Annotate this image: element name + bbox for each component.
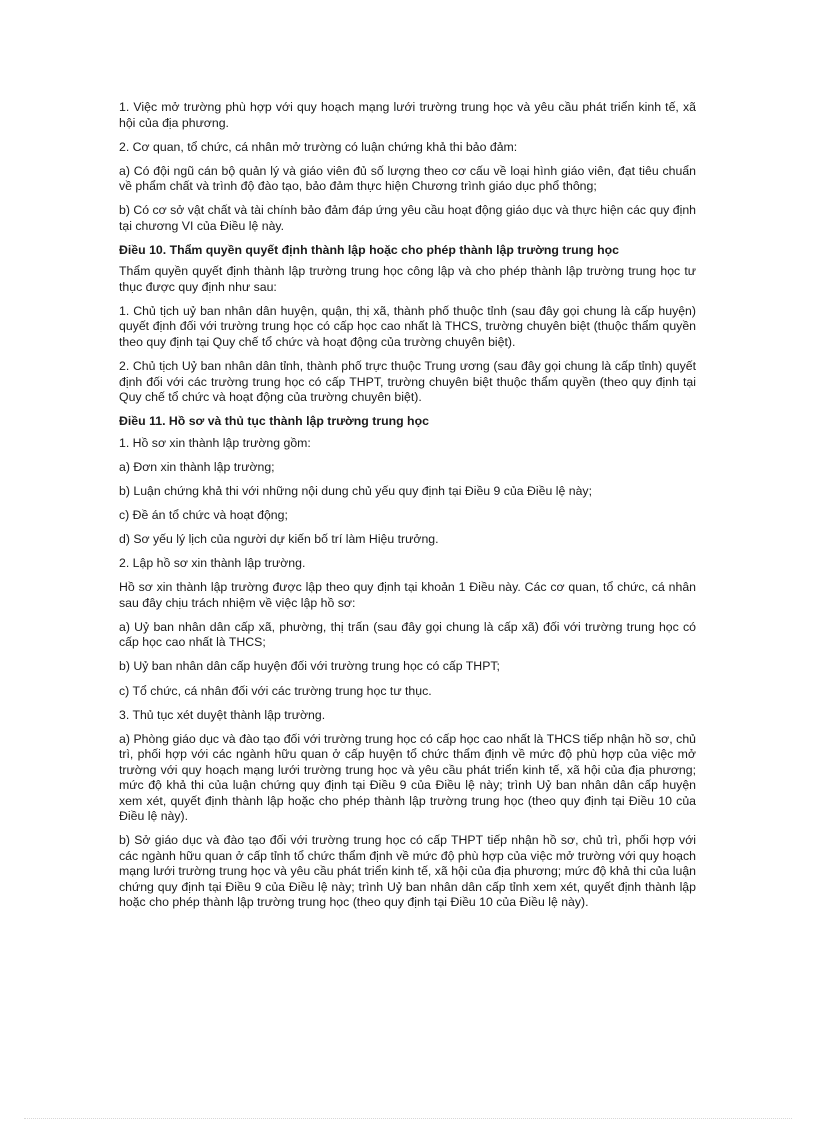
paragraph: c) Đề án tổ chức và hoạt động; (119, 507, 288, 522)
document-body (119, 100, 696, 919)
paragraph: d) Sơ yếu lý lịch của người dự kiến bố trí làm Hiệu trưởng. (119, 532, 439, 547)
page-bottom-divider (24, 1118, 792, 1119)
paragraph: b) Luận chứng khả thi với những nội dung chủ yếu quy định tại Điều 9 của Điều lệ này; (119, 483, 592, 498)
paragraph: 3. Thủ tục xét duyệt thành lập trường. (119, 707, 326, 722)
paragraph: 1. Việc mở trường phù hợp với quy hoạch mạng lưới trường trung học và yêu cầu phát triển kinh tế, xã hội của địa phương. (119, 100, 696, 130)
paragraph: a) Phòng giáo dục và đào tạo đối với trường trung học có cấp học cao nhất là THCS tiếp nhận hồ sơ, chủ trì, phối hợp với các ngành hữu quan ở cấp huyện tổ chức thẩm định về mức độ phù hợp của việc mở trường với quy hoạch mạng lưới trường trung học và yêu cầu phát triển kinh tế, xã hội của địa phương; mức độ khả thi của luận chứng quy định tại Điều 9 của Điều lệ này; trình Uỷ ban nhân dân cấp huyện xem xét, quyết định thành lập hoặc cho phép thành lập trường trung học (theo quy định tại Điều 10 của Điều lệ này). (119, 731, 696, 824)
paragraph: a) Đơn xin thành lập trường; (119, 459, 275, 474)
paragraph: a) Uỷ ban nhân dân cấp xã, phường, thị trấn (sau đây gọi chung là cấp xã) đối với trường trung học có cấp học cao nhất là THCS; (119, 619, 696, 650)
paragraph: b) Có cơ sở vật chất và tài chính bảo đảm đáp ứng yêu cầu hoạt động giáo dục và thực hiện các quy định tại chương VI của Điều lệ này. (119, 203, 696, 233)
paragraph: 2. Cơ quan, tổ chức, cá nhân mở trường có luận chứng khả thi bảo đảm: (119, 139, 518, 154)
paragraph: 1. Hồ sơ xin thành lập trường gồm: (119, 435, 311, 450)
paragraph: c) Tổ chức, cá nhân đối với các trường trung học tư thục. (119, 683, 432, 698)
paragraph: 2. Lập hồ sơ xin thành lập trường. (119, 556, 306, 571)
paragraph: Hồ sơ xin thành lập trường được lập theo quy định tại khoản 1 Điều này. Các cơ quan, tổ chức, cá nhân sau đây chịu trách nhiệm về việc lập hồ sơ: (119, 580, 696, 610)
paragraph: 2. Chủ tịch Uỷ ban nhân dân tỉnh, thành phố trực thuộc Trung ương (sau đây gọi chung là cấp tỉnh) quyết định đối với các trường trung học có cấp THPT, trường chuyên biệt thuộc thẩm quyền (theo quy định tại Quy chế tổ chức và hoạt động của trường chuyên biệt). (119, 359, 696, 405)
paragraph: a) Có đội ngũ cán bộ quản lý và giáo viên đủ số lượng theo cơ cấu về loại hình giáo viên, đạt tiêu chuẩn về phẩm chất và trình độ đào tạo, bảo đảm thực hiện Chương trình giáo dục phổ thông; (119, 163, 696, 194)
article-heading: Điều 11. Hồ sơ và thủ tục thành lập trường trung học (119, 414, 429, 429)
paragraph: b) Sở giáo dục và đào tạo đối với trường trung học có cấp THPT tiếp nhận hồ sơ, chủ trì, phối hợp với các ngành hữu quan ở cấp tỉnh tổ chức thẩm định về mức độ phù hợp của việc mở trường với quy hoạch mạng lưới trường trung học và yêu cầu phát triển kinh tế, xã hội của địa phương; mức độ khả thi của luận chứng quy định tại Điều 9 của Điều lệ này; trình Uỷ ban nhân dân cấp tỉnh xem xét, quyết định thành lập hoặc cho phép thành lập trường trung học (theo quy định tại Điều 10 của Điều lệ này). (119, 833, 696, 910)
paragraph: b) Uỷ ban nhân dân cấp huyện đối với trường trung học có cấp THPT; (119, 659, 500, 674)
article-heading: Điều 10. Thẩm quyền quyết định thành lập hoặc cho phép thành lập trường trung học (119, 242, 619, 257)
paragraph: Thẩm quyền quyết định thành lập trường trung học công lập và cho phép thành lập trường trung học tư thục được quy định như sau: (119, 264, 696, 294)
paragraph: 1. Chủ tịch uỷ ban nhân dân huyện, quận, thị xã, thành phố thuộc tỉnh (sau đây gọi chung là cấp huyện) quyết định đối với trường trung học có cấp học cao nhất là THCS, trường chuyên biệt (thuộc thẩm quyền theo quy định tại Quy chế tổ chức và hoạt động của trường chuyên biệt). (119, 303, 696, 349)
